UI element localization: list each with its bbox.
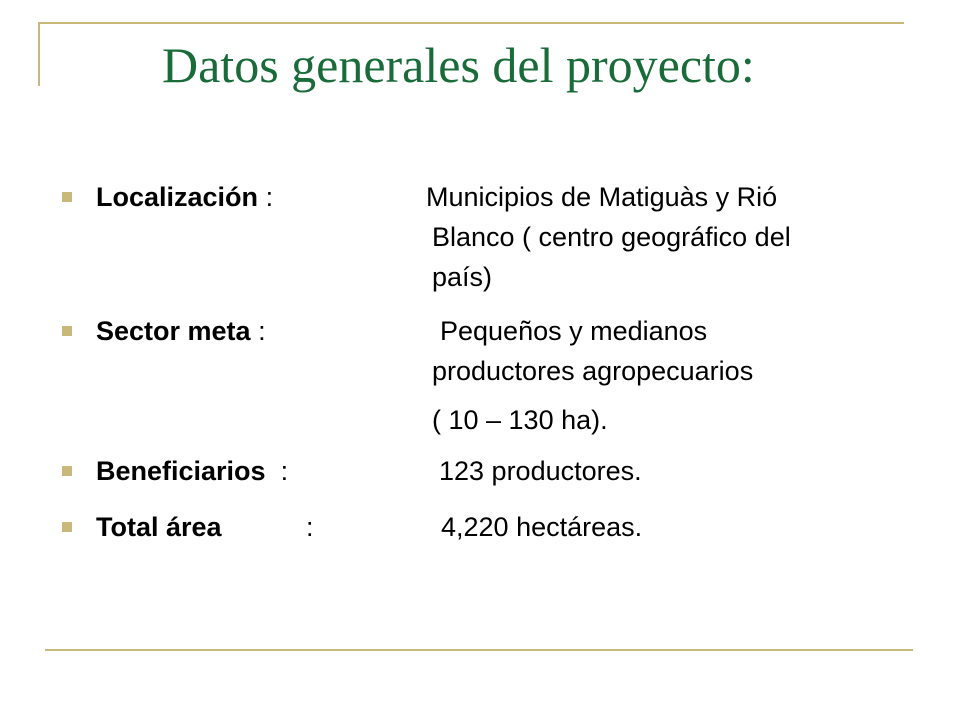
item-value-line: país) (432, 262, 493, 292)
item-label: Localización : (96, 182, 274, 212)
bottom-divider (45, 649, 913, 651)
item-value-line: 4,220 hectáreas. (441, 512, 643, 542)
item-label: Beneficiarios : (96, 456, 289, 486)
item-value-line: 123 productores. (439, 456, 642, 486)
square-bullet-icon (62, 192, 72, 202)
square-bullet-icon (62, 466, 72, 476)
item-value-line: ( 10 – 130 ha). (432, 405, 608, 435)
square-bullet-icon (62, 522, 72, 532)
item-label: Sector meta : (96, 316, 266, 346)
item-value-line: Pequeños y medianos (440, 316, 708, 346)
top-divider (40, 22, 904, 24)
left-divider (38, 22, 40, 86)
slide-title: Datos generales del proyecto: (162, 37, 755, 93)
square-bullet-icon (62, 326, 72, 336)
item-value-line: productores agropecuarios (432, 356, 754, 386)
item-value-line: Municipios de Matiguàs y Rió (426, 182, 778, 212)
item-separator: : (306, 512, 314, 542)
item-value-line: Blanco ( centro geográfico del (432, 222, 791, 252)
item-label: Total área (96, 512, 222, 542)
